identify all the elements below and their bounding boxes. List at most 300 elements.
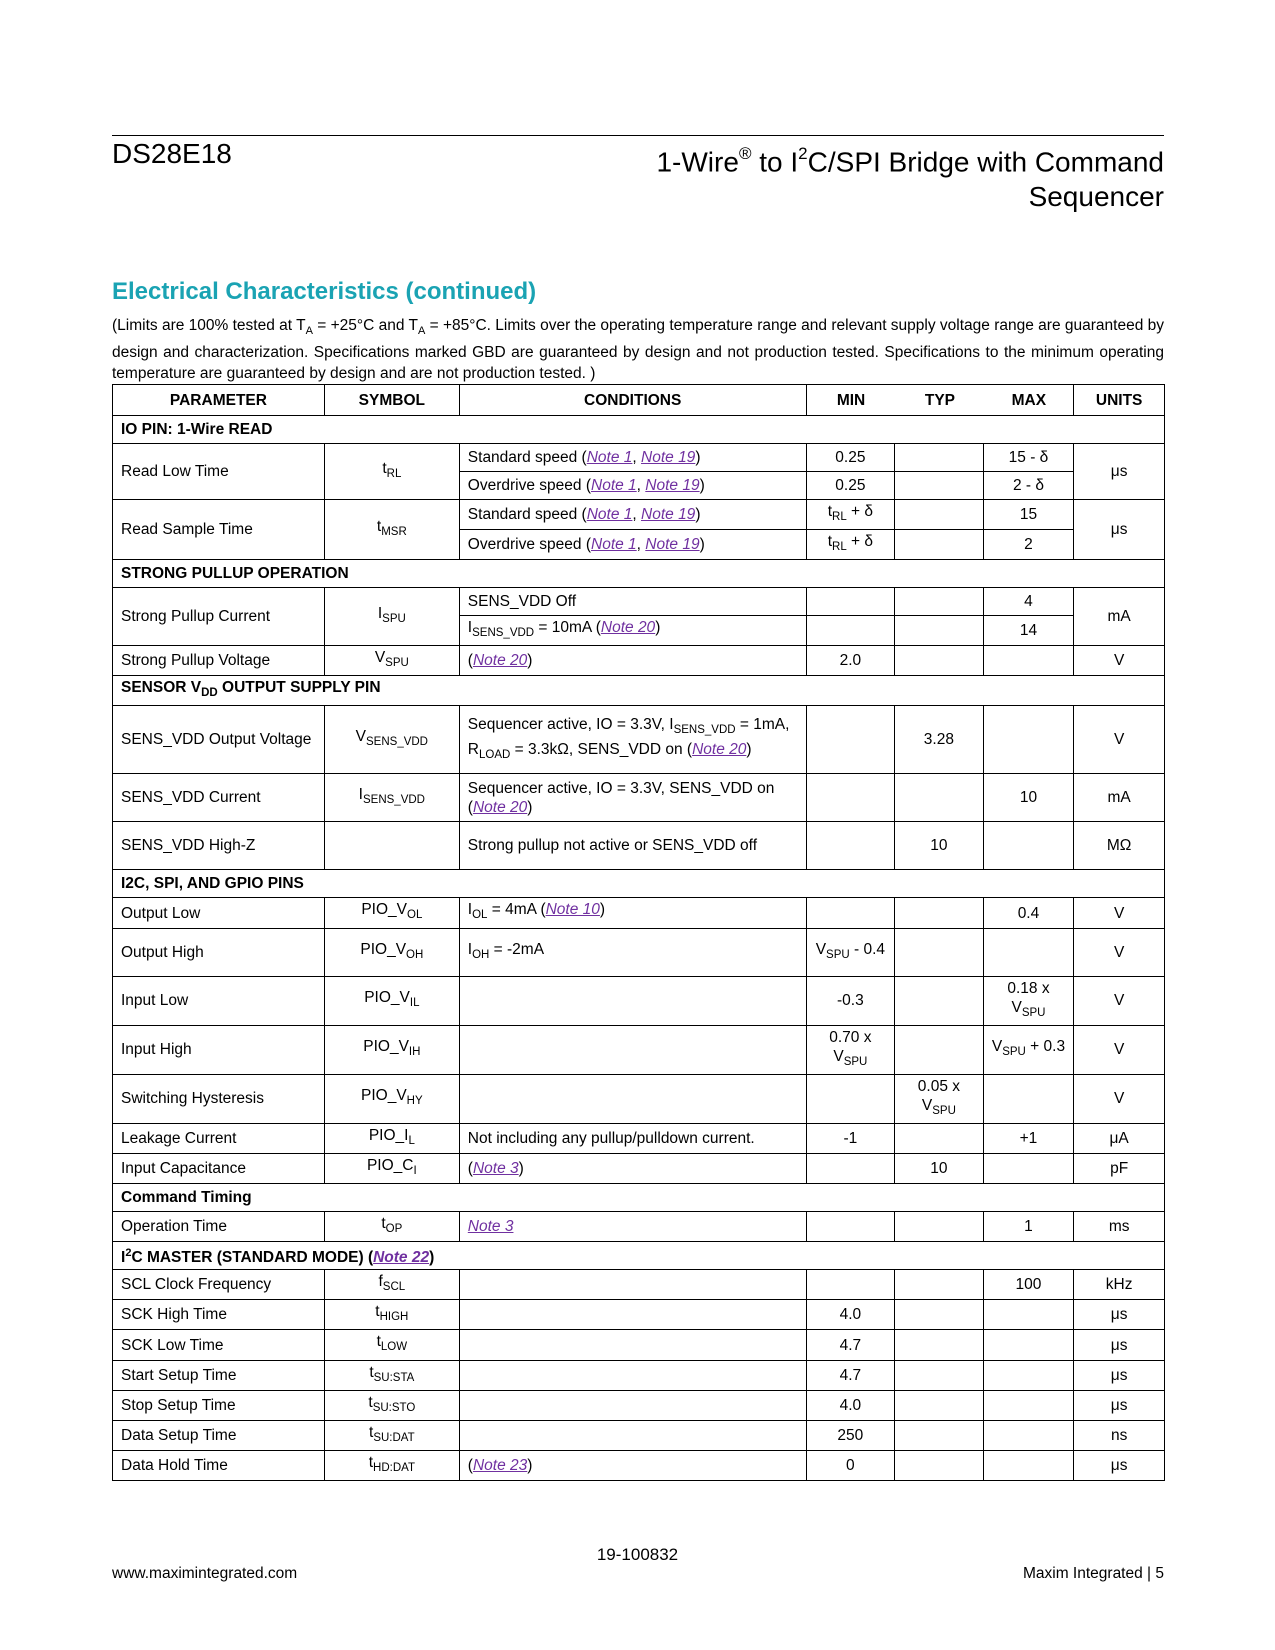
symbol-sub: I [413, 1165, 417, 1178]
symbol-text: t [376, 518, 382, 536]
param-cell: Stop Setup Time [113, 1390, 325, 1420]
cond-text: , [636, 477, 646, 494]
max-cell [983, 1360, 1074, 1390]
note-20-link[interactable]: Note 20 [692, 740, 747, 758]
symbol-cell [324, 1270, 459, 1300]
symbol-text: PIO_V [363, 1038, 409, 1056]
min-text: t [827, 533, 833, 551]
symbol-sub: OP [385, 1223, 403, 1236]
symbol-cell [324, 1360, 459, 1390]
max-cell [983, 646, 1074, 676]
symbol-sub: HIGH [379, 1311, 409, 1324]
max-cell: +1 [983, 1123, 1074, 1153]
param-cell: Start Setup Time [113, 1360, 325, 1390]
table-row [113, 1300, 1165, 1330]
typ-cell [895, 500, 984, 530]
table-header-row [113, 385, 1165, 416]
symbol-sub: HY [406, 1095, 423, 1108]
table-row [113, 1025, 1165, 1074]
conditions-cell [459, 1270, 806, 1300]
note-20-link[interactable]: Note 20 [472, 652, 528, 670]
note-20-link[interactable]: Note 20 [472, 798, 528, 816]
note-23-link[interactable]: Note 23 [472, 1456, 528, 1474]
symbol-sub: HD:DAT [373, 1461, 415, 1474]
intro-paragraph [112, 315, 1164, 384]
section-sub: DD [201, 687, 218, 700]
param-cell: SENS_VDD Output Voltage [113, 706, 325, 774]
symbol-sub: MSR [381, 526, 407, 539]
section-sup: 2 [125, 1247, 132, 1260]
units-cell: μs [1074, 1330, 1165, 1360]
typ-cell [895, 1360, 984, 1390]
symbol-cell [324, 500, 459, 560]
typ-cell [895, 1390, 984, 1420]
min-cell: 2.0 [806, 646, 895, 676]
symbol-cell [324, 1025, 459, 1074]
max-cell: 100 [983, 1270, 1074, 1300]
cond-text: ( [467, 652, 473, 670]
note-1-link[interactable]: Note 1 [586, 449, 633, 466]
note-22-link[interactable]: Note 22 [373, 1249, 430, 1267]
min-cell [806, 774, 895, 822]
symbol-sub: OL [407, 909, 423, 922]
symbol-text: t [369, 1423, 374, 1441]
symbol-sub: SENS_VDD [366, 736, 428, 749]
section-io-pin: IO PIN: 1-Wire READ [113, 416, 1165, 444]
max-cell [983, 1153, 1074, 1183]
min-sub: SPU [843, 1055, 868, 1068]
param-cell: Read Sample Time [113, 500, 325, 560]
title-text-1: 1-Wire [656, 146, 739, 178]
min-cell [806, 822, 895, 870]
param-cell: Output Low [113, 898, 325, 928]
symbol-text: V [374, 649, 386, 667]
symbol-cell [324, 1450, 459, 1480]
table-row [113, 1420, 1165, 1450]
table-row [113, 1390, 1165, 1420]
min-cell: 4.0 [806, 1300, 895, 1330]
max-cell [983, 1420, 1074, 1450]
cond-text: ( [467, 798, 473, 816]
min-cell [806, 530, 895, 560]
min-text: V [815, 940, 827, 958]
table-row [113, 1153, 1165, 1183]
min-cell: 4.7 [806, 1330, 895, 1360]
symbol-sub: RL [386, 468, 402, 481]
note-1-link[interactable]: Note 1 [586, 506, 633, 524]
symbol-text: I [358, 786, 363, 804]
typ-cell: 3.28 [895, 706, 984, 774]
min-cell [806, 1074, 895, 1123]
typ-cell [895, 1330, 984, 1360]
param-cell: SCK Low Time [113, 1330, 325, 1360]
cond-text: = 4mA ( [487, 901, 546, 919]
symbol-sub: SU:STA [373, 1371, 415, 1384]
conditions-cell [459, 1450, 806, 1480]
min-text: 0.70 x V [829, 1028, 872, 1065]
typ-cell [895, 928, 984, 976]
typ-cell [895, 530, 984, 560]
max-cell: 4 [983, 588, 1074, 616]
min-cell: 250 [806, 1420, 895, 1450]
typ-cell [895, 1450, 984, 1480]
units-cell: V [1074, 928, 1165, 976]
conditions-cell [459, 1420, 806, 1450]
max-cell [983, 928, 1074, 976]
max-cell [983, 822, 1074, 870]
typ-cell [895, 444, 984, 472]
table-row [113, 976, 1165, 1025]
units-cell: μA [1074, 1123, 1165, 1153]
cond-text: ) [695, 506, 701, 524]
table-row [113, 1212, 1165, 1242]
section-title: Electrical Characteristics (continued) [112, 278, 537, 305]
param-cell: Operation Time [113, 1212, 325, 1242]
min-cell: -1 [806, 1123, 895, 1153]
max-cell [983, 706, 1074, 774]
symbol-sub: SPU [385, 657, 409, 670]
intro-text: (Limits are 100% tested at T [112, 317, 306, 334]
units-cell: μs [1074, 1300, 1165, 1330]
symbol-cell [324, 1300, 459, 1330]
conditions-cell [459, 774, 806, 822]
units-cell: kHz [1074, 1270, 1165, 1300]
conditions-cell [459, 1153, 806, 1183]
symbol-cell [324, 976, 459, 1025]
max-text: + 0.3 [1025, 1038, 1066, 1056]
typ-cell [895, 1074, 984, 1123]
units-cell: μs [1074, 1450, 1165, 1480]
cond-sub: SENS_VDD [673, 723, 736, 736]
typ-cell [895, 774, 984, 822]
cond-text: ( [467, 1159, 473, 1177]
intro-text: = +85°C. Limits over the operating temperature range and relevant supply voltage range are guaranteed by design and characterization. Specifications marked GBD are guaranteed by design and not production tested. Specifications to the minimum operating temperature are guaranteed by design and are not production tested. ) [112, 317, 1164, 383]
symbol-text: t [369, 1363, 374, 1381]
units-cell: μs [1074, 1360, 1165, 1390]
table-row [113, 1270, 1165, 1300]
param-cell: Data Hold Time [113, 1450, 325, 1480]
col-symbol: SYMBOL [324, 385, 459, 416]
symbol-cell [324, 444, 459, 500]
section-text: I [121, 1249, 126, 1267]
col-min-typ-max [806, 385, 1074, 416]
cond-text: = 3.3kΩ, SENS_VDD on [510, 740, 687, 758]
website-link[interactable]: www.maximintegrated.com [112, 1565, 298, 1582]
cond-text: ( [467, 1456, 473, 1474]
max-cell: 2 - δ [983, 472, 1074, 500]
symbol-text: t [381, 1215, 386, 1233]
units-cell: V [1074, 706, 1165, 774]
min-cell [806, 706, 895, 774]
note-1-link[interactable]: Note 1 [591, 477, 637, 494]
note-19-link[interactable]: Note 19 [645, 477, 700, 494]
section-row [113, 560, 1165, 588]
conditions-cell [459, 500, 806, 530]
section-gpio: I2C, SPI, AND GPIO PINS [113, 870, 1165, 898]
min-cell [806, 928, 895, 976]
symbol-sub: SU:STO [372, 1401, 416, 1414]
symbol-text: t [375, 1303, 380, 1321]
min-cell: 0.25 [806, 472, 895, 500]
note-19-link[interactable]: Note 19 [641, 506, 696, 524]
symbol-cell [324, 1212, 459, 1242]
table-row [113, 1330, 1165, 1360]
min-cell: 0 [806, 1450, 895, 1480]
min-cell [806, 1025, 895, 1074]
min-cell: 4.0 [806, 1390, 895, 1420]
max-cell: 0.4 [983, 898, 1074, 928]
table-row [113, 444, 1165, 472]
conditions-cell [459, 1390, 806, 1420]
max-cell [983, 1074, 1074, 1123]
cond-text: I [467, 901, 473, 919]
min-cell [806, 1212, 895, 1242]
section-row [113, 870, 1165, 898]
cond-sub: SENS_VDD [472, 627, 535, 640]
typ-cell [895, 1212, 984, 1242]
typ-sub: SPU [932, 1104, 956, 1117]
title-text-2: to I [751, 146, 799, 178]
table-row [113, 1450, 1165, 1480]
typ-cell [895, 976, 984, 1025]
note-1-link[interactable]: Note 1 [591, 536, 637, 554]
conditions-cell [459, 616, 806, 646]
min-sub: SPU [826, 948, 850, 961]
symbol-sub: OH [406, 948, 424, 961]
typ-cell [895, 1025, 984, 1074]
symbol-cell [324, 1330, 459, 1360]
cond-text: ) [655, 619, 661, 637]
units-cell: V [1074, 1074, 1165, 1123]
symbol-text: PIO_V [361, 901, 407, 919]
min-cell [806, 616, 895, 646]
col-min: MIN [836, 391, 866, 409]
typ-cell: 10 [895, 822, 984, 870]
typ-cell [895, 1420, 984, 1450]
max-cell [983, 1390, 1074, 1420]
max-text: V [991, 1038, 1003, 1056]
symbol-cell [324, 1390, 459, 1420]
conditions-cell [459, 472, 806, 500]
registered-mark: ® [738, 144, 752, 163]
units-cell: MΩ [1074, 822, 1165, 870]
header-rule [112, 135, 1164, 136]
param-cell: Input High [113, 1025, 325, 1074]
param-cell: SCL Clock Frequency [113, 1270, 325, 1300]
max-cell: 10 [983, 774, 1074, 822]
symbol-cell [324, 706, 459, 774]
min-sub: RL [832, 511, 847, 524]
conditions-cell [459, 1212, 806, 1242]
units-cell: ms [1074, 1212, 1165, 1242]
max-cell [983, 1450, 1074, 1480]
cond-text: ) [527, 1456, 533, 1474]
typ-cell: 10 [895, 1153, 984, 1183]
section-strong-pullup: STRONG PULLUP OPERATION [113, 560, 1165, 588]
min-text: - 0.4 [849, 940, 886, 958]
cond-text: = 1mA, R [467, 715, 790, 758]
param-cell: Read Low Time [113, 444, 325, 500]
param-cell: SCK High Time [113, 1300, 325, 1330]
note-19-link[interactable]: Note 19 [641, 449, 696, 466]
param-cell: Leakage Current [113, 1123, 325, 1153]
section-text: C MASTER (STANDARD MODE) ( [131, 1249, 374, 1267]
typ-text: 0.05 x V [917, 1077, 960, 1114]
max-cell: 14 [983, 616, 1074, 646]
typ-cell [895, 472, 984, 500]
cond-text: ) [527, 798, 533, 816]
cond-sub: OH [472, 948, 490, 961]
symbol-text: PIO_V [361, 1087, 407, 1105]
symbol-cell [324, 1123, 459, 1153]
table-row [113, 588, 1165, 616]
min-cell: 4.7 [806, 1360, 895, 1390]
cond-text: , [636, 536, 646, 554]
note-20-link[interactable]: Note 20 [600, 619, 656, 637]
table-row [113, 646, 1165, 676]
symbol-sub: L [408, 1134, 415, 1147]
cond-text: ) [699, 536, 705, 554]
symbol-text: t [368, 1453, 374, 1471]
section-text: OUTPUT SUPPLY PIN [217, 679, 381, 697]
col-parameter: PARAMETER [113, 385, 325, 416]
typ-cell [895, 1123, 984, 1153]
min-cell [806, 588, 895, 616]
cond-sub: LOAD [479, 749, 511, 762]
document-title [524, 138, 1164, 214]
note-10-link[interactable]: Note 10 [545, 901, 600, 919]
section-text: ) [429, 1249, 435, 1267]
max-text: 0.18 x V [1007, 979, 1050, 1016]
typ-cell [895, 616, 984, 646]
max-cell [983, 976, 1074, 1025]
table-row [113, 500, 1165, 530]
units-cell: μs [1074, 1390, 1165, 1420]
document-number: 19-100832 [596, 1545, 679, 1564]
cond-text: = -2mA [489, 940, 545, 958]
cond-text: ) [695, 449, 701, 466]
max-cell [983, 1025, 1074, 1074]
typ-cell [895, 1270, 984, 1300]
section-row [113, 676, 1165, 706]
conditions-cell [459, 530, 806, 560]
symbol-text: t [368, 1393, 373, 1411]
max-cell [983, 1330, 1074, 1360]
conditions-cell [459, 898, 806, 928]
cond-text: Sequencer active, IO = 3.3V, SENS_VDD on [467, 779, 775, 797]
conditions-cell [459, 1074, 806, 1123]
conditions-cell [459, 1330, 806, 1360]
conditions-cell: SENS_VDD Off [459, 588, 806, 616]
col-typ: TYP [924, 391, 956, 409]
cond-text: ) [699, 477, 705, 494]
max-sub: SPU [1002, 1046, 1026, 1059]
min-cell [806, 1153, 895, 1183]
symbol-sub: SPU [382, 613, 406, 626]
min-text: + δ [846, 503, 874, 520]
note-19-link[interactable]: Note 19 [645, 536, 700, 554]
symbol-text: t [382, 459, 387, 477]
cond-text: I [467, 940, 473, 958]
table-row [113, 822, 1165, 870]
cond-text: Standard speed ( [467, 506, 587, 524]
symbol-cell [324, 822, 459, 870]
param-cell: Strong Pullup Current [113, 588, 325, 646]
units-cell: pF [1074, 1153, 1165, 1183]
units-cell: μs [1074, 444, 1165, 500]
min-sub: RL [832, 541, 847, 554]
section-sensor-vdd [113, 676, 1165, 706]
note-3-link[interactable]: Note 3 [472, 1159, 519, 1177]
symbol-sub: SU:DAT [373, 1431, 415, 1444]
symbol-cell [324, 588, 459, 646]
part-number: DS28E18 [112, 138, 232, 169]
electrical-characteristics-table [112, 384, 1165, 1481]
cond-text: Sequencer active, IO = 3.3V, I [467, 715, 674, 733]
symbol-cell [324, 1420, 459, 1450]
conditions-cell [459, 444, 806, 472]
table-row [113, 898, 1165, 928]
max-cell [983, 1300, 1074, 1330]
param-cell: Output High [113, 928, 325, 976]
symbol-sub: SCL [382, 1281, 406, 1294]
symbol-text: PIO_I [368, 1126, 409, 1144]
table-row [113, 1123, 1165, 1153]
min-cell [806, 898, 895, 928]
min-cell: 0.25 [806, 444, 895, 472]
units-cell: V [1074, 646, 1165, 676]
units-cell: V [1074, 1025, 1165, 1074]
units-cell: mA [1074, 774, 1165, 822]
cond-text: ) [518, 1159, 524, 1177]
symbol-text: PIO_C [366, 1156, 414, 1174]
symbol-cell [324, 1074, 459, 1123]
cond-text: ) [527, 652, 533, 670]
param-cell: SENS_VDD High-Z [113, 822, 325, 870]
units-cell: μs [1074, 500, 1165, 560]
section-i2c-master [113, 1242, 1165, 1270]
section-text: SENSOR V [121, 679, 202, 697]
param-cell: SENS_VDD Current [113, 774, 325, 822]
param-cell: Data Setup Time [113, 1420, 325, 1450]
symbol-cell [324, 646, 459, 676]
param-cell: Strong Pullup Voltage [113, 646, 325, 676]
param-cell: Switching Hysteresis [113, 1074, 325, 1123]
intro-text: = +25°C and T [312, 317, 418, 334]
col-max: MAX [1011, 391, 1047, 409]
symbol-text: f [378, 1273, 383, 1291]
section-row [113, 1242, 1165, 1270]
symbol-text: I [377, 605, 383, 623]
symbol-sub: IL [409, 997, 420, 1010]
max-sub: SPU [1021, 1006, 1046, 1019]
col-units: UNITS [1074, 385, 1165, 416]
symbol-text: t [376, 1333, 381, 1351]
note-3-link[interactable]: Note 3 [467, 1218, 514, 1236]
symbol-cell [324, 774, 459, 822]
cond-text: I [467, 619, 473, 637]
conditions-cell [459, 1025, 806, 1074]
typ-cell [895, 898, 984, 928]
symbol-cell [324, 898, 459, 928]
table-row [113, 1360, 1165, 1390]
cond-sub: OL [472, 909, 488, 922]
min-cell [806, 500, 895, 530]
typ-cell [895, 1300, 984, 1330]
min-text: + δ [846, 533, 874, 551]
cond-text: Overdrive speed ( [467, 477, 591, 494]
company-page-number: Maxim Integrated | 5 [1022, 1565, 1164, 1582]
